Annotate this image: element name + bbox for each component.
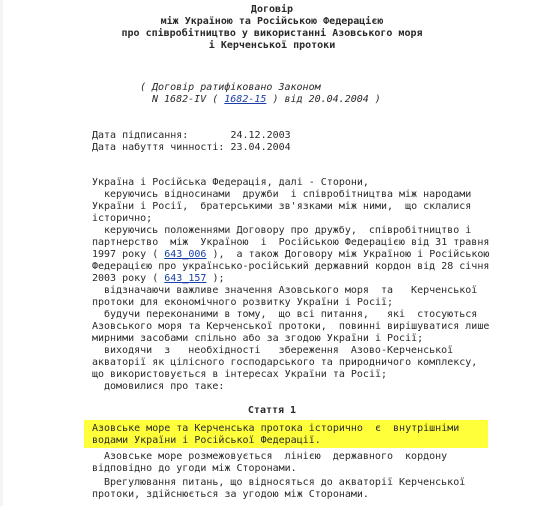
article-highlighted-line: водами України і Російської Федерації. [92,435,321,446]
preamble-line: домовилися про таке: [104,381,225,392]
preamble-line: Україна і Російська Федерація, далі - Сторони, [92,177,369,188]
preamble-line: відзначаючи важливе значення Азовського моря та Керченської [104,285,478,296]
article-line: Азовське море розмежовується лінією державного кордону [104,451,448,462]
page-edge [0,0,3,506]
preamble-line: що використовується в інтересах України та Росії; [92,369,388,380]
article-heading: Стаття 1 [247,405,297,416]
ratification-note: ( Договір ратифіковано Законом [140,82,321,93]
preamble-text: ); [212,273,225,284]
preamble-text: 2003 року ( [92,273,159,284]
ratification-law-line [152,94,381,106]
preamble-line: Азовського моря та Керченської протоки, повинні вирішуватися лише [92,321,490,332]
effective-date: Дата набуття чинності: 23.04.2004 [92,142,291,153]
ratification-text: N 1682-IV ( [152,94,219,105]
doc-title-line: між Україною та Російською Федерацією [160,16,384,27]
treaty-link-643-006[interactable]: 643_006 [164,249,207,260]
law-link[interactable]: 1682-15 [224,94,267,105]
preamble-text: 1997 року ( [92,249,159,260]
ratification-text: ) від 20.04.2004 ) [272,94,381,105]
preamble-line: керуючись положеннями Договору про дружбу, співробітництво і [104,225,472,236]
preamble-line: протоки для економічного розвитку України і Росії; [92,297,394,308]
preamble-line: акваторії як цілісного господарського та природничого комплексу, [92,357,478,368]
preamble-line: партнерство між Україною і Російською Федерацією від 31 травня [92,237,490,248]
treaty-link-643-157[interactable]: 643_157 [164,273,207,284]
doc-title: Договір [250,4,294,15]
doc-title-line: і Керченської протоки [208,40,336,51]
preamble-line: Федерацією про українсько-російський державний кордон від 28 січня [92,261,490,272]
article-line: протоки, здійснюється за угодою між Сторонами. [92,489,369,500]
preamble-ref-line [92,273,225,285]
preamble-ref-line [92,249,489,261]
preamble-line: України і Росії, братерськими зв'язками між ними, що склалися [92,201,472,212]
preamble-line: керуючись відносинами дружби і співробітництва між народами [104,189,472,200]
article-highlighted-line: Азовське море та Керченська протока історично є внутрішніми [92,423,460,434]
preamble-line: будучи переконаними в тому, що всі питання, які стосуються [104,309,478,320]
signing-date: Дата підписання: 24.12.2003 [92,130,291,141]
article-line: відповідно до угоди між Сторонами. [92,463,297,474]
preamble-line: історично; [92,213,153,224]
doc-title-line: про співробітництво у використанні Азовського моря [121,28,423,39]
article-line: Врегулювання питань, що відносяться до акваторії Керченської [104,477,466,488]
preamble-line: виходячи з необхідності збереження Азово-Керченської [104,345,454,356]
preamble-line: мирними засобами спільно або за згодою України і Росії; [92,333,424,344]
preamble-text: ), а також Договору між Україною і Російською [212,249,490,260]
